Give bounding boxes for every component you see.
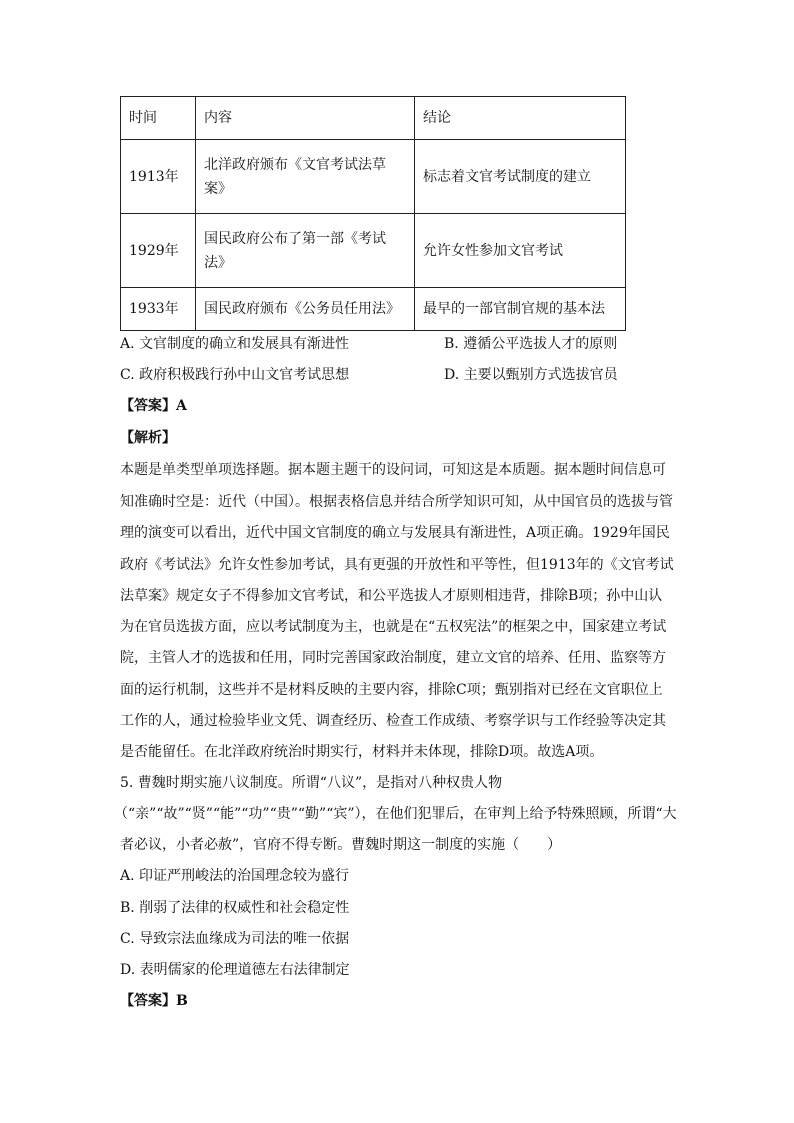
table-cell-conclusion: 允许女性参加文官考试 — [415, 214, 626, 288]
analysis-line: 院，主管人才的选拔和任用，同时完善国家政治制度，建立文官的培养、任用、监察等方 — [120, 650, 666, 666]
analysis-line: 理的演变可以看出，近代中国文官制度的确立与发展具有渐进性，A项正确。1929年国民 — [120, 525, 670, 541]
table-cell-content — [196, 140, 415, 214]
civil-service-table — [120, 96, 626, 331]
content-line-1: 国民政府公布了第一部《考试 — [204, 230, 386, 247]
table-header-row — [121, 97, 626, 140]
q5-option-d[interactable]: D. 表明儒家的伦理道德左右法律制定 — [120, 962, 350, 978]
q5-stem-line: （“亲”“故”“贤”“能”“功”“贵”“勤”“宾”），在他们犯罪后，在审判上给予特殊照顾，所谓“大 — [114, 806, 677, 822]
q4-option-c[interactable]: C. 政府积极践行孙中山文官考试思想 — [120, 367, 350, 383]
table-row — [121, 140, 626, 214]
table-cell-conclusion: 最早的一部官制官规的基本法 — [415, 288, 626, 331]
q5-option-c[interactable]: C. 导致宗法血缘成为司法的唯一依据 — [120, 931, 350, 947]
table-cell-year: 1929年 — [121, 214, 196, 288]
q5-stem-line: 者必议，小者必赦”，官府不得专断。曹魏时期这一制度的实施（ ） — [120, 837, 562, 853]
q4-option-a[interactable]: A. 文官制度的确立和发展具有渐进性 — [120, 336, 350, 352]
table-row — [121, 214, 626, 288]
q5-option-b[interactable]: B. 削弱了法律的权威性和社会稳定性 — [120, 900, 350, 916]
analysis-line: 本题是单类型单项选择题。据本题主题干的设问词，可知这是本质题。据本题时间信息可 — [120, 462, 666, 478]
analysis-line: 知准确时空是：近代（中国）。根据表格信息并结合所学知识可知，从中国官员的选拔与管 — [120, 494, 673, 510]
table-cell-year: 1933年 — [121, 288, 196, 331]
analysis-line: 为在官员选拔方面，应以考试制度为主，也就是在“五权宪法”的框架之中，国家建立考试 — [120, 619, 667, 635]
analysis-line: 政府《考试法》允许女性参加考试，具有更强的开放性和平等性，但1913年的《文官考试 — [120, 557, 674, 573]
content-line-2: 法》 — [204, 254, 232, 271]
analysis-line: 面的运行机制，这些并不是材料反映的主要内容，排除C项；甄别指对已经在文官职位上 — [120, 682, 663, 698]
q5-answer: 【答案】B — [120, 993, 188, 1009]
q5-stem-line: 5. 曹魏时期实施八议制度。所谓“八议”，是指对八种权贵人物 — [120, 775, 503, 791]
q4-answer: 【答案】A — [120, 398, 187, 414]
table-header-content: 内容 — [196, 97, 415, 140]
analysis-line: 法草案》规定女子不得参加文官考试，和公平选拔人才原则相违背，排除B项；孙中山认 — [120, 588, 663, 604]
content-line-1: 北洋政府颁布《文官考试法草 — [204, 156, 386, 173]
analysis-line: 工作的人，通过检验毕业文凭、调查经历、检查工作成绩、考察学识与工作经验等决定其 — [120, 713, 666, 729]
content-line-2: 案》 — [204, 180, 232, 197]
table-header-conclusion: 结论 — [415, 97, 626, 140]
table-row — [121, 288, 626, 331]
table-header-time: 时间 — [121, 97, 196, 140]
q5-option-a[interactable]: A. 印证严刑峻法的治国理念较为盛行 — [120, 868, 350, 884]
table-cell-content — [196, 214, 415, 288]
table-cell-year: 1913年 — [121, 140, 196, 214]
analysis-line: 是否能留任。在北洋政府统治时期实行，材料并未体现，排除D项。故选A项。 — [120, 744, 604, 760]
table-cell-content — [196, 288, 415, 331]
q4-option-d[interactable]: D. 主要以甄别方式选拔官员 — [444, 367, 618, 383]
q4-option-b[interactable]: B. 遵循公平选拔人才的原则 — [444, 336, 618, 352]
table-cell-conclusion: 标志着文官考试制度的建立 — [415, 140, 626, 214]
content-line-1: 国民政府颁布《公务员任用法》 — [204, 301, 400, 317]
q4-analysis-title: 【解析】 — [120, 430, 176, 446]
